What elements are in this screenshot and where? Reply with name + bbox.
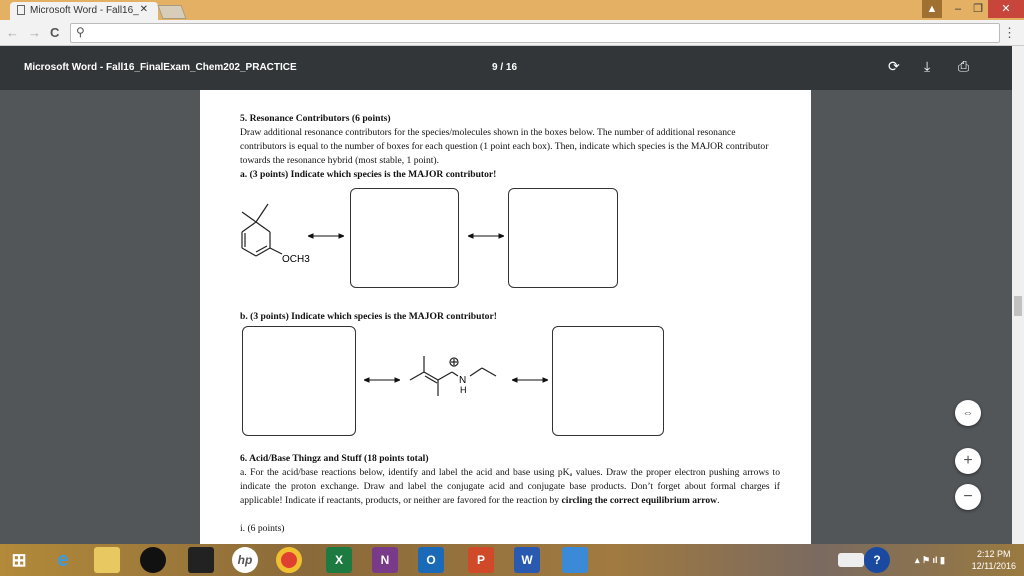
- back-icon[interactable]: ←: [6, 25, 19, 40]
- chrome-icon[interactable]: [276, 547, 302, 573]
- q5b-heading: b. (3 points) Indicate which species is the MAJOR contributor!: [240, 311, 497, 322]
- onenote-icon[interactable]: N: [372, 547, 398, 573]
- maximize-button[interactable]: ❐: [973, 3, 983, 15]
- resonance-arrow: [308, 232, 344, 240]
- clock[interactable]: [972, 548, 1016, 572]
- minimize-button[interactable]: –: [954, 3, 962, 15]
- fit-page-button[interactable]: ⇔: [955, 400, 981, 426]
- och3-label: OCH3: [282, 254, 310, 265]
- word-icon[interactable]: W: [514, 547, 540, 573]
- molecule-b: [408, 350, 508, 410]
- rotate-icon[interactable]: ⟳: [888, 58, 900, 74]
- pdf-toolbar: [0, 46, 1012, 90]
- q6-i: i. (6 points): [240, 523, 285, 534]
- q6-instructions: a. For the acid/base reactions below, identify and label the acid and base using pKₐ values. Draw the proper electron pushing arrows to indicate the proton exchange. Draw and label the conjugate acid and conjugate base products. Don’t forget about formal charges if applicable! Indicate if reactants, products, or neither are favored for the reaction by circling the correct equilibrium arrow.: [240, 467, 780, 506]
- answer-box-b1[interactable]: [242, 326, 356, 436]
- file-explorer-icon[interactable]: [94, 547, 120, 573]
- q5-instructions: Draw additional resonance contributors for the species/molecules shown in the boxes below. The number of additional resonance contributors is equal to the number of boxes for each question (1 point each box). Then, indicate which species is the MAJOR contributor towards the resonance hybrid (most stable, 1 point).: [240, 127, 769, 166]
- outlook-icon[interactable]: O: [418, 547, 444, 573]
- page-current[interactable]: 9: [492, 62, 498, 73]
- forward-icon[interactable]: →: [28, 25, 41, 40]
- webcam-icon[interactable]: [140, 547, 166, 573]
- search-icon: ⚲: [76, 25, 85, 39]
- zoom-out-button[interactable]: −: [955, 484, 981, 510]
- resonance-arrow: [364, 376, 400, 384]
- hydrogen-label: H: [460, 385, 467, 395]
- page-total: 16: [505, 62, 518, 73]
- tab-close-icon[interactable]: ✕: [139, 4, 148, 15]
- vertical-scrollbar[interactable]: [1012, 46, 1024, 544]
- scrollbar-thumb[interactable]: [1014, 296, 1022, 316]
- powerpoint-icon[interactable]: P: [468, 547, 494, 573]
- user-icon[interactable]: ▲: [922, 0, 942, 18]
- q5-heading: 5. Resonance Contributors (6 points): [240, 113, 391, 124]
- hp-icon[interactable]: hp: [232, 547, 258, 573]
- download-icon[interactable]: ⤓: [924, 58, 931, 74]
- document-icon: [17, 5, 25, 15]
- time: 2:12 PM: [977, 549, 1011, 559]
- tab-bar: [0, 0, 1024, 20]
- browser-toolbar: [0, 20, 1024, 46]
- close-window-button[interactable]: ✕: [988, 0, 1024, 18]
- page-indicator: [492, 62, 517, 73]
- help-icon[interactable]: ?: [864, 547, 890, 573]
- new-tab-button[interactable]: [157, 5, 186, 19]
- q6-heading: 6. Acid/Base Thingz and Stuff (18 points total): [240, 453, 429, 464]
- start-button[interactable]: ⊞: [11, 550, 27, 570]
- keyboard-icon[interactable]: [838, 553, 864, 567]
- network-app-icon[interactable]: [562, 547, 588, 573]
- date: 12/11/2016: [971, 561, 1016, 571]
- zoom-in-button[interactable]: +: [955, 448, 981, 474]
- system-tray-icons[interactable]: ▴ ⚑ ıl ▮: [914, 555, 946, 565]
- tab-title: Microsoft Word - Fall16_: [30, 5, 139, 16]
- internet-explorer-icon[interactable]: e: [57, 549, 69, 571]
- browser-tab[interactable]: [10, 2, 158, 20]
- answer-box-b2[interactable]: [552, 326, 664, 436]
- resonance-arrow: [512, 376, 548, 384]
- excel-icon[interactable]: X: [326, 547, 352, 573]
- resonance-arrow: [468, 232, 504, 240]
- q5a-heading: a. (3 points) Indicate which species is the MAJOR contributor!: [240, 169, 497, 180]
- pdf-title: Microsoft Word - Fall16_FinalExam_Chem202_PRACTICE: [24, 62, 297, 73]
- answer-box-a1[interactable]: [350, 188, 459, 288]
- address-bar[interactable]: [70, 23, 1000, 43]
- nitrogen-label: N: [459, 375, 467, 386]
- taskbar: [0, 544, 1024, 576]
- print-icon[interactable]: ⎙: [958, 58, 970, 74]
- answer-box-a2[interactable]: [508, 188, 618, 288]
- menu-icon[interactable]: ⋮: [1003, 25, 1016, 40]
- page-separator: /: [500, 62, 504, 73]
- photos-icon[interactable]: [188, 547, 214, 573]
- reload-icon[interactable]: C: [50, 25, 60, 40]
- pdf-page: [200, 90, 811, 544]
